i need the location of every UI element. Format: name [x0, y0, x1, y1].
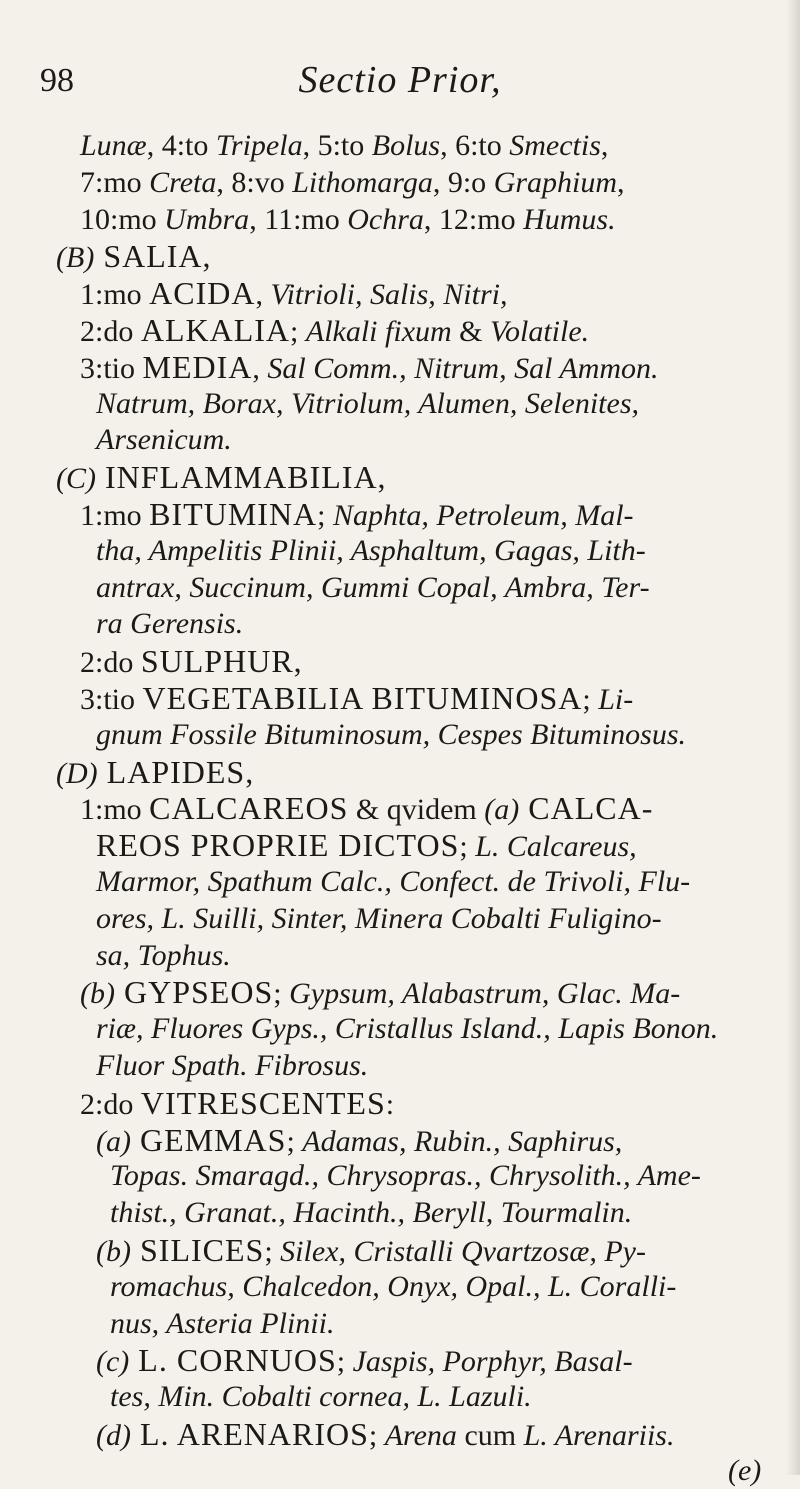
- text-run: :: [385, 1087, 395, 1121]
- text-run: cum: [456, 1419, 524, 1452]
- text-run: 2:do: [80, 315, 141, 348]
- text-run: thist., Granat., Hacinth., Beryll, Tourmalin.: [110, 1196, 633, 1230]
- text-run: (C): [56, 462, 96, 496]
- text-run: tes, Min. Cobalti cornea, L. Lazuli.: [110, 1380, 532, 1414]
- text-run: Topas. Smaragd., Chrysopras., Chrysolith., Ame-: [110, 1159, 701, 1193]
- text-run: (B): [56, 241, 95, 275]
- text-run: ;: [368, 1419, 385, 1452]
- text-run: ,: [252, 351, 268, 385]
- text-run: ,: [255, 278, 271, 312]
- text-run: 2:do: [80, 1087, 141, 1121]
- text-line: [56, 754, 254, 792]
- text-line: [96, 1232, 646, 1270]
- text-run: 2:do: [80, 646, 141, 680]
- running-title: Sectio Prior,: [298, 59, 502, 101]
- text-line: [80, 312, 589, 350]
- text-line: [80, 643, 303, 681]
- text-run: (D): [56, 756, 98, 790]
- text-line: [80, 790, 653, 828]
- text-line: [96, 864, 690, 900]
- text-run: ;: [582, 683, 599, 716]
- text-run: Naphta, Petroleum, Mal-: [333, 499, 634, 532]
- text-run: VITRESCENTES: [140, 1084, 386, 1121]
- text-run: Umbra: [164, 202, 250, 236]
- text-run: Graphium: [493, 165, 618, 199]
- text-run: , 9:o: [432, 165, 494, 199]
- text-run: 1:mo: [80, 278, 150, 312]
- text-run: Ochra: [347, 202, 424, 236]
- text-run: 7:mo: [80, 165, 150, 199]
- text-run: , 8:vo: [216, 165, 293, 199]
- text-run: Vitrioli, Salis, Nitri,: [270, 278, 508, 312]
- page-number: 98: [40, 62, 74, 99]
- text-run: 1:mo: [80, 499, 150, 532]
- text-run: ;: [264, 1235, 281, 1268]
- text-line: [96, 901, 662, 937]
- text-run: riæ, Fluores Gyps., Cristallus Island., Lapis Bonon.: [96, 1012, 719, 1046]
- text-run: MEDIA: [142, 348, 253, 385]
- text-line: [56, 459, 387, 497]
- text-run: CALCAREOS: [149, 790, 349, 827]
- text-run: Lithomarga: [292, 165, 433, 199]
- text-run: CALCA-: [519, 790, 654, 827]
- text-run: &: [451, 315, 491, 348]
- text-run: Marmor, Spathum Calc., Confect. de Trivoli, Flu-: [96, 865, 691, 898]
- text-run: 3:tio: [80, 351, 143, 385]
- text-line: [80, 496, 634, 534]
- text-run: SALIA,: [94, 238, 212, 275]
- text-run: L. Calcareus,: [475, 830, 637, 864]
- text-run: ,: [600, 129, 609, 162]
- text-run: 1:mo: [80, 793, 150, 827]
- text-run: ;: [290, 315, 306, 348]
- text-run: (d): [96, 1419, 131, 1452]
- text-run: ;: [286, 1124, 303, 1158]
- text-line: [96, 386, 639, 422]
- text-run: (c): [96, 1345, 130, 1379]
- text-line: [80, 275, 507, 313]
- text-run: , 12:mo: [423, 202, 524, 236]
- text-line: [110, 1158, 701, 1194]
- text-run: Adamas, Rubin., Saphirus,: [302, 1124, 623, 1158]
- text-run: ;: [273, 977, 290, 1011]
- text-line: [80, 128, 608, 164]
- text-line: [96, 422, 232, 458]
- text-run: GEMMAS: [130, 1121, 287, 1158]
- text-run: L. ARENARIOS: [130, 1416, 369, 1452]
- text-run: Fluor Spath. Fibrosus.: [96, 1049, 369, 1082]
- text-run: romachus, Chalcedon, Onyx, Opal., L. Coralli-: [110, 1269, 677, 1303]
- text-run: antrax, Succinum, Gummi Copal, Ambra, Ter-: [96, 570, 650, 604]
- text-run: Gypsum, Alabastrum, Glac. Ma-: [289, 977, 681, 1011]
- text-line: [110, 1269, 676, 1305]
- text-run: Jaspis, Porphyr, Basal-: [352, 1345, 633, 1379]
- text-run: ALKALIA: [140, 312, 291, 348]
- text-run: 10:mo: [80, 202, 165, 236]
- text-line: [110, 1379, 532, 1415]
- text-line: [80, 1085, 394, 1123]
- text-line: [80, 974, 680, 1012]
- text-run: Silex, Cristalli Qvartzosæ, Py-: [280, 1235, 646, 1268]
- text-run: (b): [80, 977, 115, 1011]
- text-line: [80, 202, 616, 238]
- text-line: [80, 165, 625, 201]
- text-line: [96, 717, 686, 753]
- text-run: ;: [336, 1345, 353, 1379]
- text-run: L. Arenariis.: [523, 1419, 675, 1452]
- text-run: (a): [96, 1124, 131, 1158]
- page-edge-shadow: [786, 0, 800, 1475]
- text-line: [96, 533, 646, 569]
- text-run: , 5:to: [302, 129, 372, 162]
- text-run: (a): [484, 793, 520, 827]
- text-line: [56, 238, 212, 276]
- text-line: [96, 570, 650, 606]
- text-run: ores, L. Suilli, Sinter, Minera Cobalti Fuligino-: [96, 901, 662, 935]
- text-run: Lunæ: [80, 129, 147, 162]
- text-run: ACIDA: [149, 275, 256, 312]
- text-line: [110, 1195, 632, 1231]
- text-run: SULPHUR,: [140, 643, 303, 680]
- text-line: [728, 1453, 761, 1489]
- text-run: Alkali fixum: [305, 315, 452, 348]
- text-run: Sal Comm., Nitrum, Sal Ammon.: [267, 351, 659, 385]
- text-run: 3:tio: [80, 683, 143, 716]
- text-run: INFLAMMABILIA,: [96, 459, 387, 496]
- text-run: (e): [728, 1453, 762, 1487]
- text-run: gnum Fossile Bituminosum, Cespes Bituminosus.: [96, 717, 686, 751]
- text-line: [80, 349, 659, 387]
- text-run: ;: [459, 830, 476, 864]
- text-run: tha, Ampelitis Plinii, Asphaltum, Gagas, Lith-: [96, 533, 646, 567]
- text-run: Creta: [149, 165, 217, 199]
- text-line: [96, 938, 231, 974]
- text-run: sa, Tophus.: [96, 938, 231, 972]
- text-run: Natrum, Borax, Vitriolum, Alumen, Selenites,: [96, 386, 640, 420]
- text-run: Li-: [598, 683, 634, 716]
- text-line: [96, 827, 637, 865]
- text-line: [96, 1342, 633, 1380]
- text-run: , 11:mo: [249, 202, 348, 236]
- text-run: Bolus: [371, 129, 441, 162]
- text-run: L. CORNUOS: [129, 1342, 337, 1379]
- text-run: Arsenicum.: [96, 423, 232, 457]
- text-line: [96, 1122, 622, 1160]
- text-line: [110, 1306, 334, 1342]
- text-run: SILICES: [130, 1232, 265, 1268]
- text-run: GYPSEOS: [114, 974, 274, 1011]
- text-run: REOS PROPRIE DICTOS: [96, 827, 460, 864]
- text-run: Volatile.: [490, 315, 590, 348]
- text-line: [96, 1048, 368, 1084]
- text-run: , 6:to: [440, 129, 510, 162]
- text-run: , 4:to: [146, 129, 216, 162]
- text-run: ra Gerensis.: [96, 607, 244, 641]
- text-run: Tripela: [215, 129, 303, 162]
- text-line: [96, 606, 243, 642]
- text-line: [96, 1011, 718, 1047]
- text-line: [96, 1416, 674, 1454]
- text-run: (b): [96, 1235, 131, 1268]
- text-run: BITUMINA: [149, 496, 318, 532]
- text-run: Smectis: [509, 129, 601, 162]
- text-run: nus, Asteria Plinii.: [110, 1306, 335, 1340]
- text-run: Arena: [384, 1419, 457, 1452]
- text-run: & qvidem: [348, 793, 485, 827]
- text-run: LAPIDES,: [97, 753, 255, 790]
- text-run: Humus.: [523, 202, 616, 236]
- text-run: VEGETABILIA BITUMINOSA: [142, 680, 583, 716]
- text-line: [80, 680, 633, 718]
- text-run: ;: [317, 499, 333, 532]
- text-run: ,: [617, 165, 625, 199]
